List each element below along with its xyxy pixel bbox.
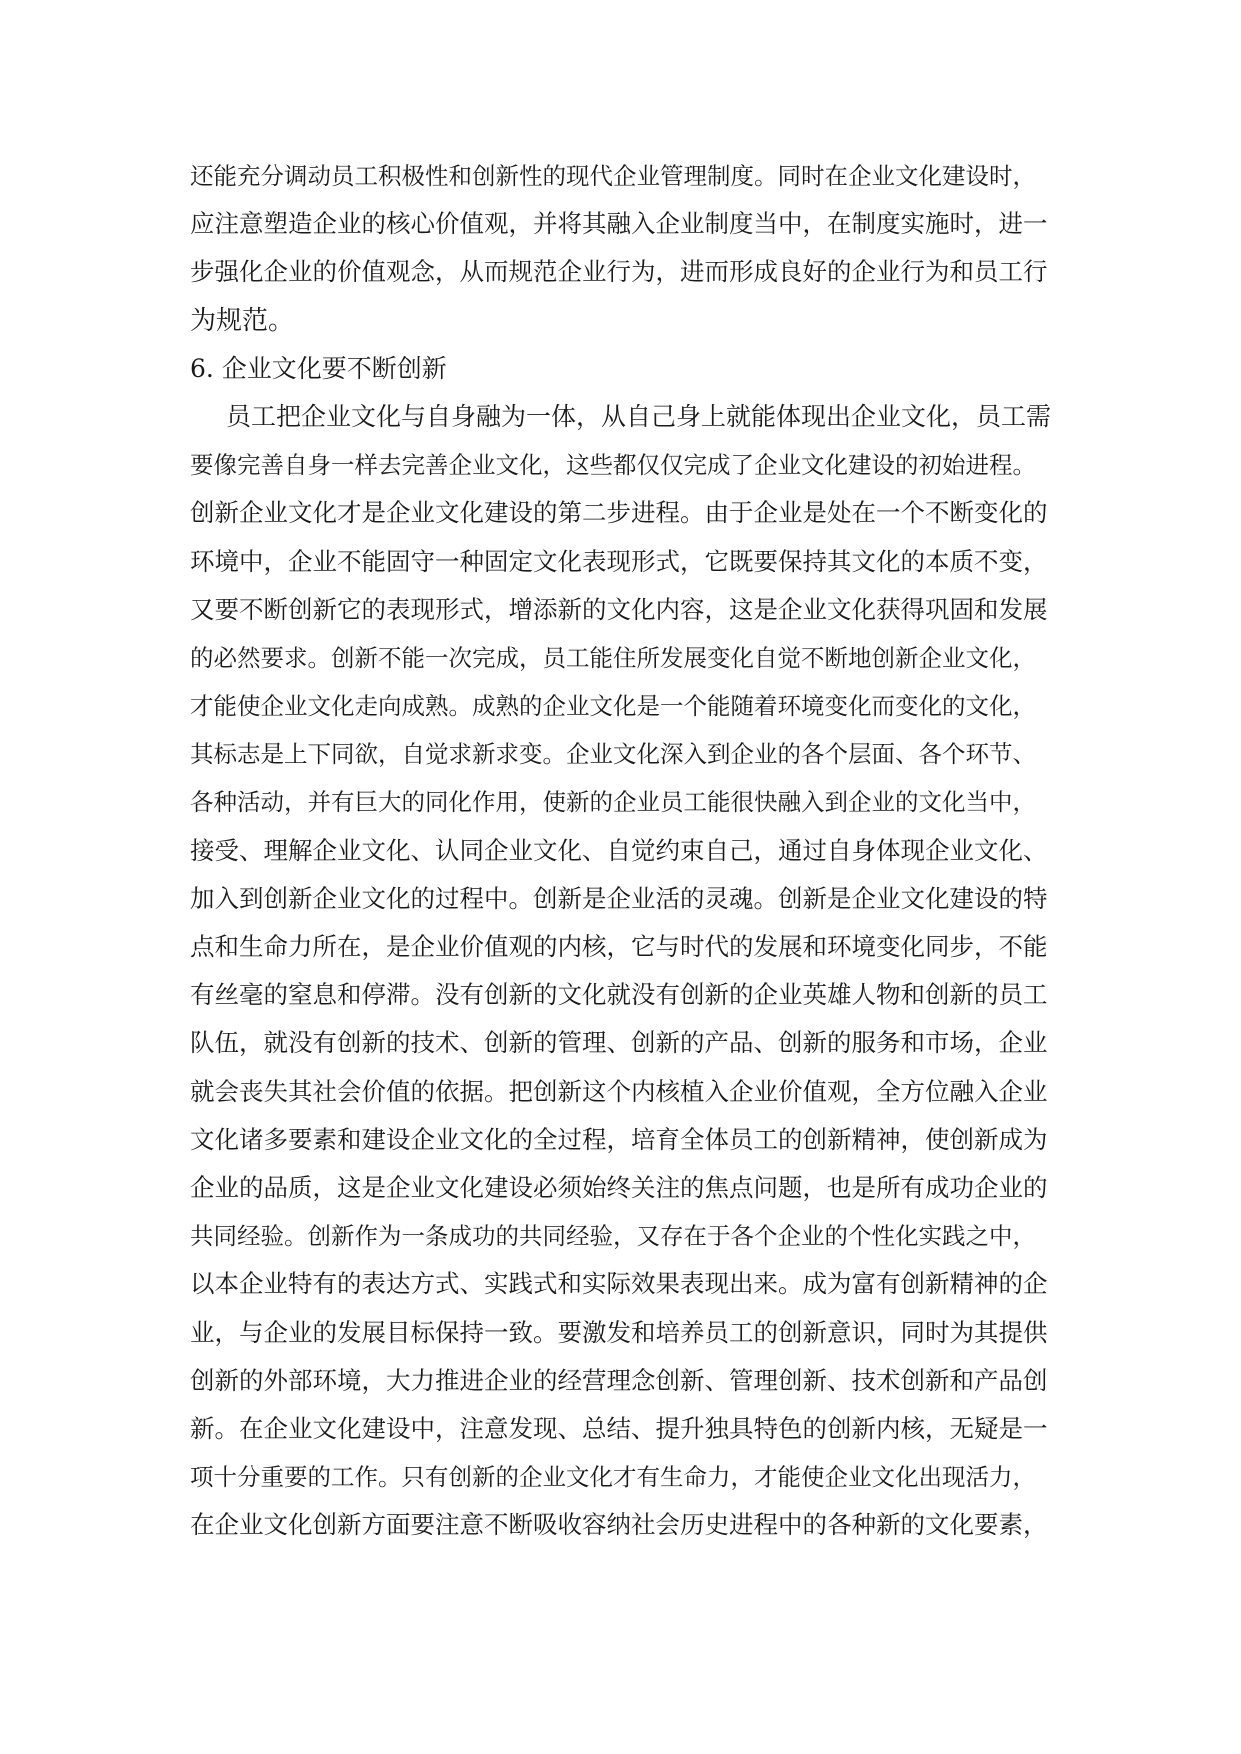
- paragraph-line: 创新的外部环境，大力推进企业的经营理念创新、管理创新、技术创新和产品创: [190, 1365, 1048, 1395]
- paragraph-line: 业，与企业的发展目标保持一致。要激发和培养员工的创新意识，同时为其提供: [190, 1317, 1048, 1347]
- section-heading: 6. 企业文化要不断创新: [190, 353, 447, 383]
- paragraph-line: 以本企业特有的表达方式、实践式和实际效果表现出来。成为富有创新精神的企: [190, 1269, 1048, 1299]
- paragraph-line: 共同经验。创新作为一条成功的共同经验，又存在于各个企业的个性化实践之中，: [190, 1222, 1036, 1251]
- paragraph-line: 各种活动，并有巨大的同化作用，使新的企业员工能很快融入到企业的文化当中，: [190, 788, 1036, 817]
- paragraph-line: 队伍，就没有创新的技术、创新的管理、创新的产品、创新的服务和市场，企业: [190, 1028, 1048, 1058]
- paragraph-line: 为规范。: [190, 305, 295, 336]
- paragraph-line: 的必然要求。创新不能一次完成，员工能住所发展变化自觉不断地创新企业文化，: [190, 643, 1036, 672]
- paragraph-line: 步强化企业的价值观念，从而规范企业行为，进而形成良好的企业行为和员工行: [190, 257, 1048, 287]
- paragraph-line: 新。在企业文化建设中，注意发现、总结、提升独具特色的创新内核，无疑是一: [190, 1413, 1048, 1443]
- paragraph-line: 在企业文化创新方面要注意不断吸收容纳社会历史进程中的各种新的文化要素，: [190, 1510, 1048, 1540]
- paragraph-line: 加入到创新企业文化的过程中。创新是企业活的灵魂。创新是企业文化建设的特: [190, 883, 1048, 913]
- paragraph-line: 又要不断创新它的表现形式，增添新的文化内容，这是企业文化获得巩固和发展: [190, 594, 1048, 624]
- paragraph-line: 就会丧失其社会价值的依据。把创新这个内核植入企业价值观，全方位融入企业: [190, 1076, 1048, 1106]
- paragraph-line: 文化诸多要素和建设企业文化的全过程，培育全体员工的创新精神，使创新成为: [190, 1124, 1048, 1154]
- paragraph-line: 项十分重要的工作。只有创新的企业文化才有生命力，才能使企业文化出现活力，: [190, 1463, 1036, 1492]
- paragraph-line: 接受、理解企业文化、认同企业文化、自觉约束自己，通过自身体现企业文化、: [190, 835, 1048, 865]
- paragraph-line: 点和生命力所在，是企业价值观的内核，它与时代的发展和环境变化同步，不能: [190, 932, 1048, 961]
- paragraph-line: 环境中，企业不能固守一种固定文化表现形式，它既要保持其文化的本质不变，: [190, 546, 1048, 576]
- paragraph-line: 企业的品质，这是企业文化建设必须始终关注的焦点问题，也是所有成功企业的: [190, 1172, 1048, 1202]
- paragraph-line: 创新企业文化才是企业文化建设的第二步进程。由于企业是处在一个不断变化的: [190, 498, 1048, 528]
- paragraph-line: 应注意塑造企业的核心价值观，并将其融入企业制度当中，在制度实施时，进一: [190, 209, 1048, 239]
- paragraph-line: 还能充分调动员工积极性和创新性的现代企业管理制度。同时在企业文化建设时，: [190, 162, 1036, 190]
- paragraph-line: 有丝毫的窒息和停滞。没有创新的文化就没有创新的企业英雄人物和创新的员工: [190, 980, 1048, 1010]
- paragraph-line: 其标志是上下同欲，自觉求新求变。企业文化深入到企业的各个层面、各个环节、: [190, 740, 1036, 769]
- paragraph-line: 才能使企业文化走向成熟。成熟的企业文化是一个能随着环境变化而变化的文化，: [190, 692, 1036, 721]
- paragraph-line: 员工把企业文化与自身融为一体，从自己身上就能体现出企业文化，员工需: [226, 401, 1052, 431]
- body-text: [190, 152, 1052, 1549]
- paragraph-line: 要像完善自身一样去完善企业文化，这些都仅仅完成了企业文化建设的初始进程。: [190, 451, 1036, 480]
